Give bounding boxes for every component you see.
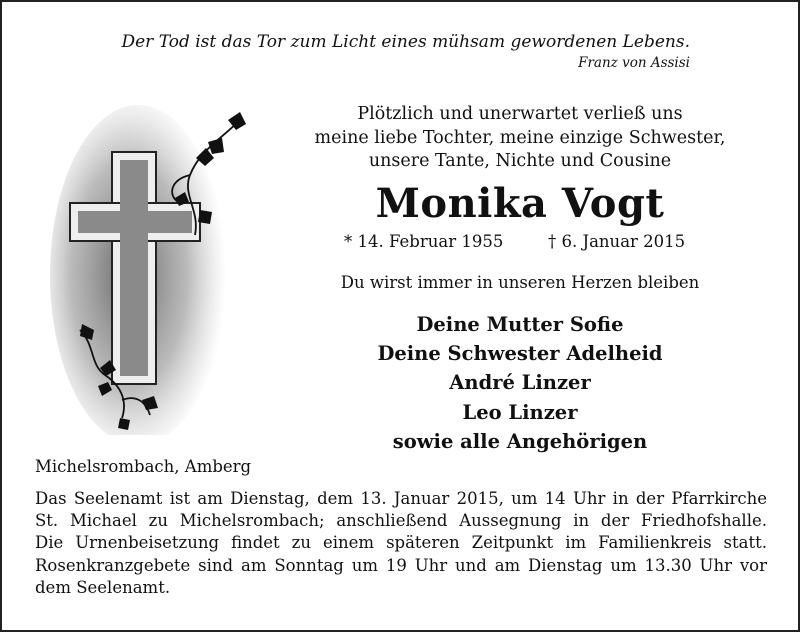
intro-line: meine liebe Tochter, meine einzige Schwester, xyxy=(314,127,726,148)
details-line: St. Michael zu Michelsrombach; anschließend Aussegnung in der Friedhofshalle. xyxy=(35,511,767,531)
details-line: Die Urnenbeisetzung findet zu einem späteren Zeitpunkt im Familienkreis statt. xyxy=(35,533,767,553)
intro-line: Plötzlich und unerwartet verließ uns xyxy=(357,104,683,124)
cross-with-ivy-icon xyxy=(50,100,260,435)
mourner-name: sowie alle Angehörigen xyxy=(392,429,648,453)
place-line: Michelsrombach, Amberg xyxy=(35,457,252,476)
intro-line: unsere Tante, Nichte und Cousine xyxy=(368,151,672,171)
motto-quote: Der Tod ist das Tor zum Licht eines mühsam gewordenen Lebens. xyxy=(121,32,690,52)
service-details xyxy=(35,488,767,599)
birth-date: * 14. Februar 1955 xyxy=(344,232,504,251)
intro-text xyxy=(290,103,750,174)
remembrance-line: Du wirst immer in unseren Herzen bleiben xyxy=(340,273,700,292)
deceased-name: Monika Vogt xyxy=(375,180,665,227)
mourner-name: Deine Schwester Adelheid xyxy=(377,342,663,366)
mourner-name: André Linzer xyxy=(449,371,591,395)
details-line: dem Seelenamt. xyxy=(35,577,171,597)
mourner-name: Leo Linzer xyxy=(462,400,578,424)
details-line: Rosenkranzgebete sind am Sonntag um 19 Uhr und am Dienstag um 13.30 Uhr vor xyxy=(35,555,767,575)
motto-author: Franz von Assisi xyxy=(578,55,690,71)
death-date: † 6. Januar 2015 xyxy=(548,232,686,251)
mourner-name: Deine Mutter Sofie xyxy=(416,313,624,336)
mourners-list xyxy=(290,310,750,456)
details-line: Das Seelenamt ist am Dienstag, dem 13. Januar 2015, um 14 Uhr in der Pfarrkirche xyxy=(35,489,767,508)
